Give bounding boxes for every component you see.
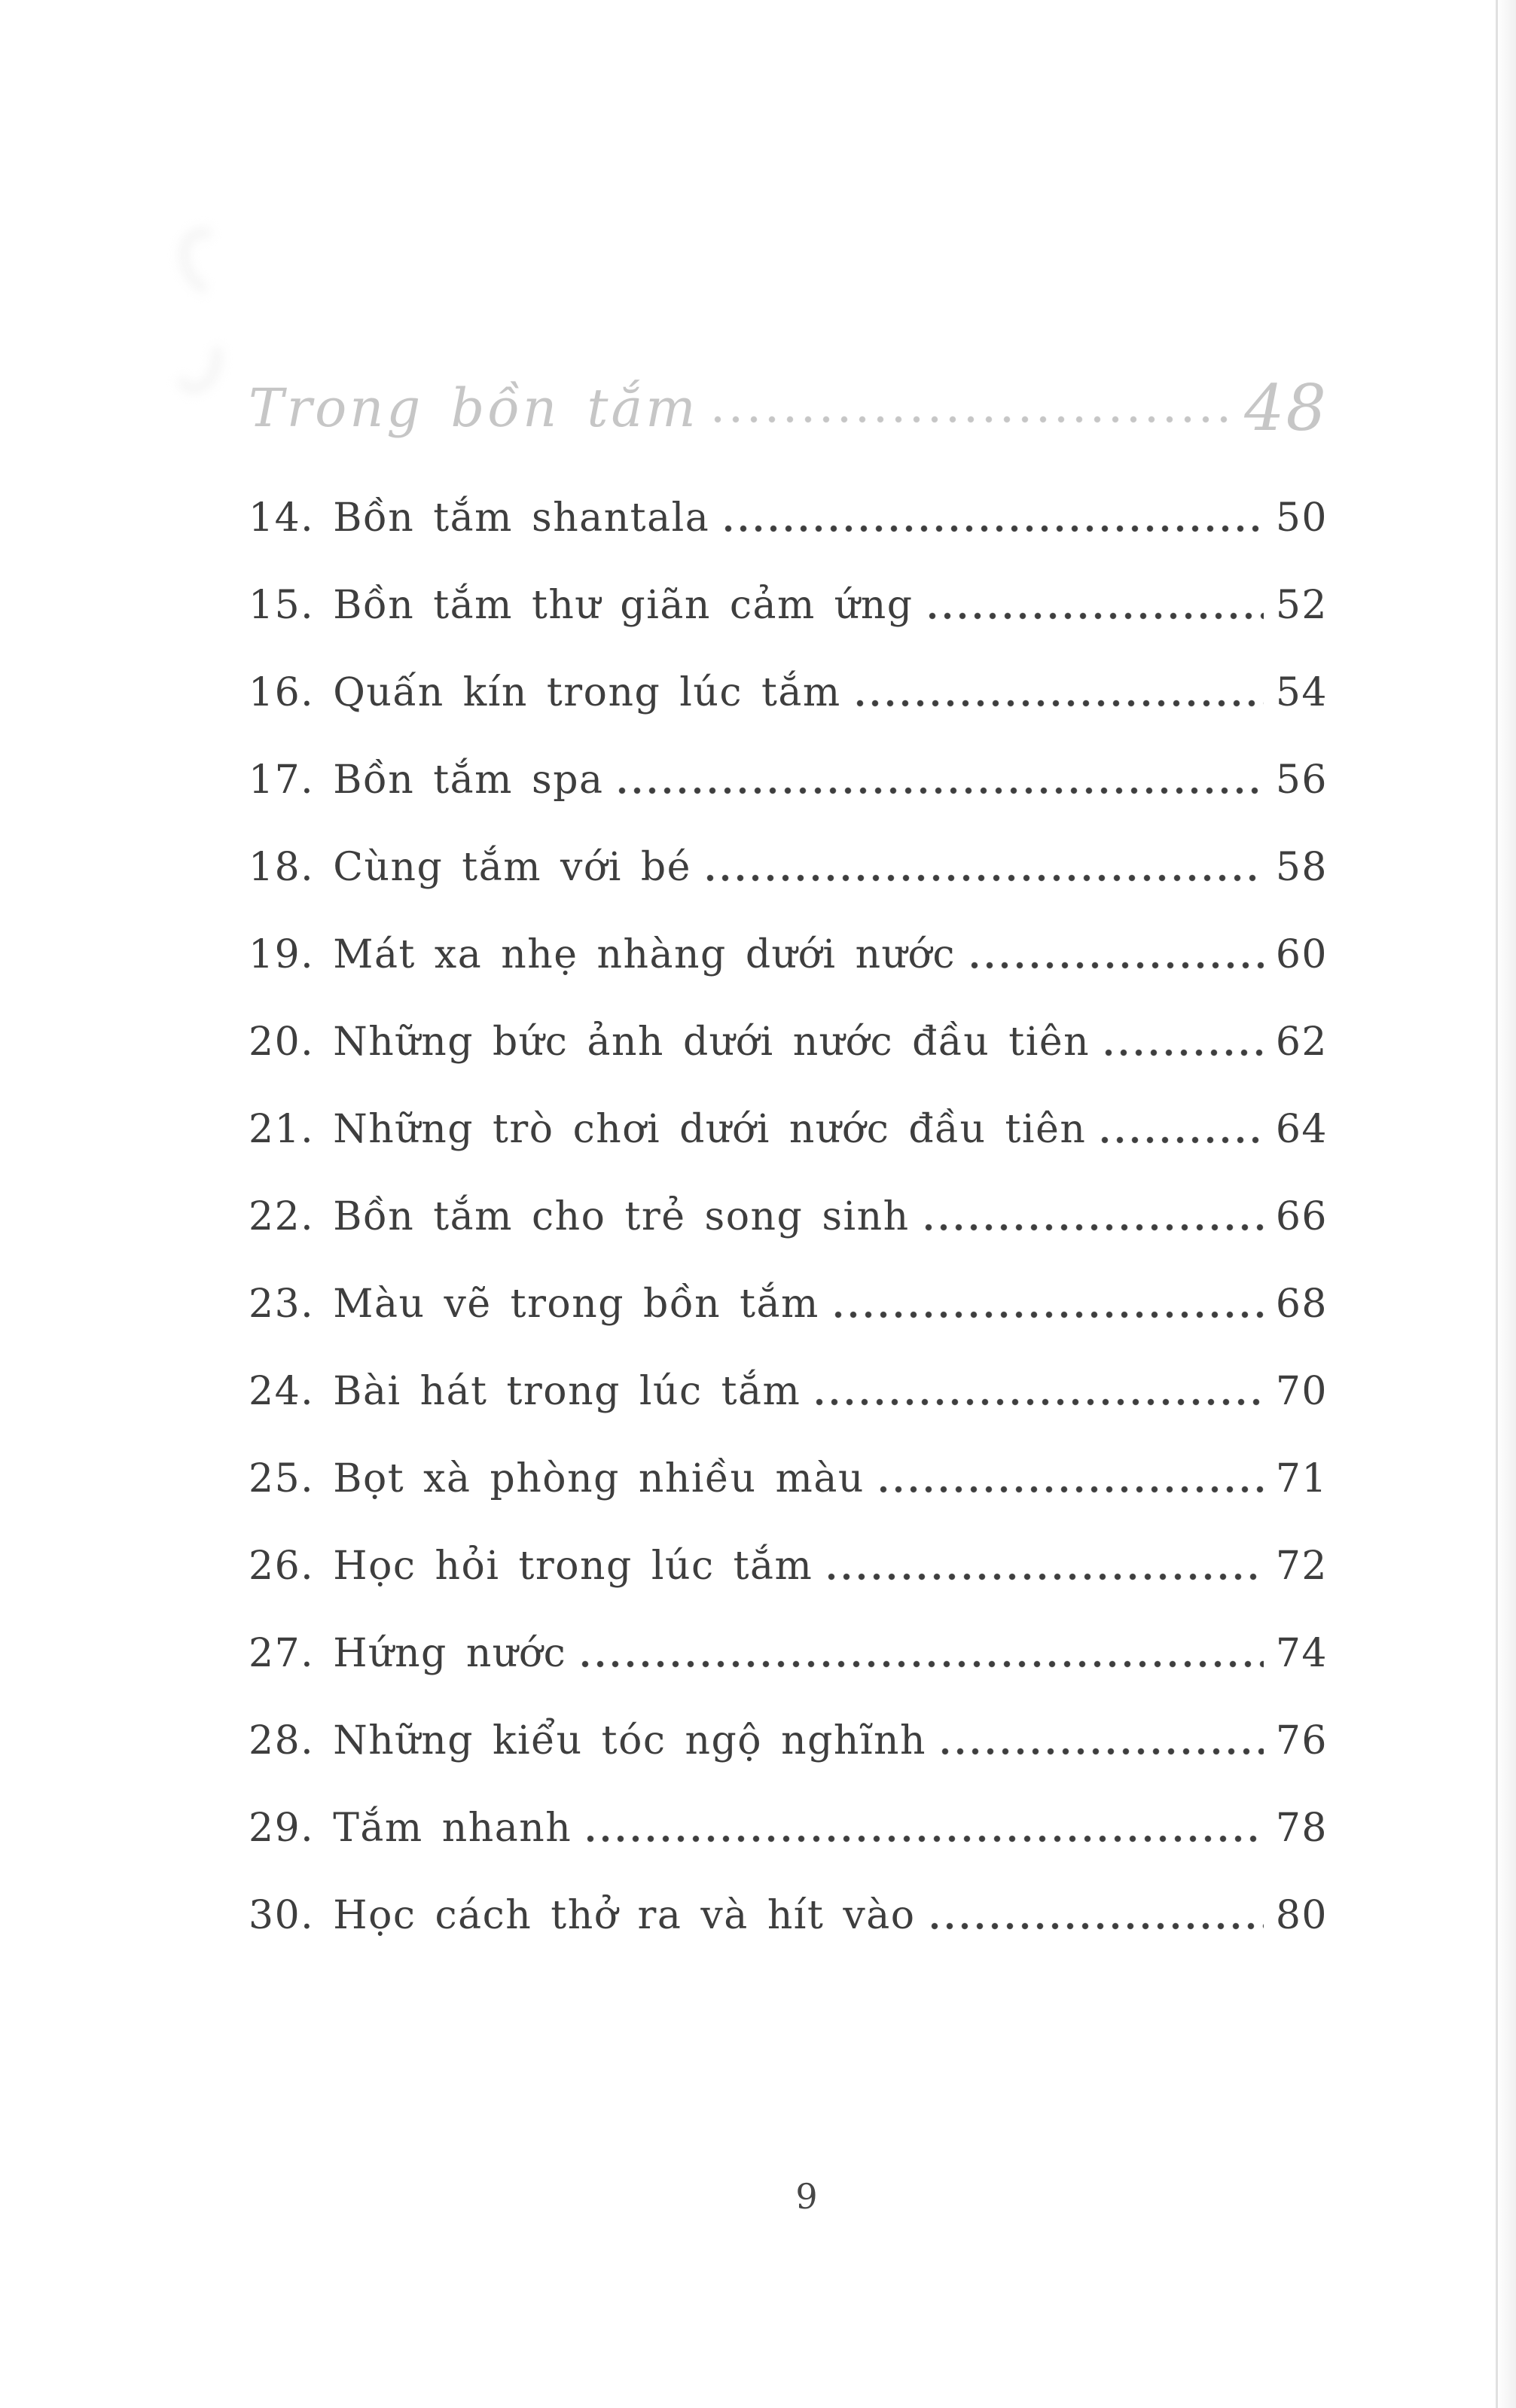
entry-page-number: 78 — [1275, 1806, 1328, 1851]
entry-title: 25. Bọt xà phòng nhiều màu — [249, 1456, 865, 1501]
dotted-leader — [581, 1660, 1264, 1668]
page-number: 9 — [795, 2176, 819, 2217]
dotted-leader — [714, 416, 1232, 423]
entry-page-number: 76 — [1275, 1718, 1328, 1763]
entry-page-number: 56 — [1275, 757, 1328, 803]
entry-title: 20. Những bức ảnh dưới nước đầu tiên — [249, 1020, 1090, 1065]
dotted-leader — [931, 1922, 1264, 1930]
entry-page-number: 68 — [1275, 1282, 1328, 1327]
section-title: Trong bồn tắm — [249, 377, 699, 439]
entry-page-number: 58 — [1275, 845, 1328, 890]
entry-title: 21. Những trò chơi dưới nước đầu tiên — [249, 1107, 1087, 1152]
entry-page-number: 71 — [1275, 1456, 1328, 1501]
toc-entry — [249, 1804, 1328, 1853]
page-footer — [0, 2176, 1516, 2217]
dotted-leader — [816, 1398, 1263, 1406]
scan-edge-shadow — [1496, 0, 1516, 2408]
entry-page-number: 64 — [1275, 1107, 1328, 1152]
toc-section-heading — [249, 371, 1328, 445]
toc-entry — [249, 581, 1328, 630]
entry-page-number: 66 — [1275, 1194, 1328, 1239]
toc-entry — [249, 1367, 1328, 1416]
entry-title: 14. Bồn tắm shantala — [249, 495, 710, 541]
entry-page-number: 80 — [1275, 1893, 1328, 1938]
toc-entry — [249, 1455, 1328, 1504]
entry-title: 27. Hứng nước — [249, 1631, 567, 1676]
toc-entry — [249, 1629, 1328, 1678]
toc-entry — [249, 1280, 1328, 1329]
entry-page-number: 60 — [1275, 932, 1328, 977]
section-page-number: 48 — [1244, 371, 1328, 445]
toc-entry — [249, 1018, 1328, 1067]
toc-entries — [249, 494, 1328, 1940]
entry-page-number: 62 — [1275, 1020, 1328, 1065]
entry-page-number: 52 — [1275, 583, 1328, 628]
toc-entry — [249, 1542, 1328, 1591]
toc-entry — [249, 669, 1328, 718]
dotted-leader — [971, 962, 1264, 969]
toc-entry — [249, 1891, 1328, 1940]
entry-title: 22. Bồn tắm cho trẻ song sinh — [249, 1194, 910, 1239]
entry-title: 17. Bồn tắm spa — [249, 757, 604, 803]
toc-entry — [249, 1717, 1328, 1766]
entry-page-number: 54 — [1275, 670, 1328, 715]
entry-title: 28. Những kiểu tóc ngộ nghĩnh — [249, 1718, 927, 1763]
entry-title: 24. Bài hát trong lúc tắm — [249, 1369, 801, 1414]
dotted-leader — [706, 874, 1264, 882]
entry-title: 15. Bồn tắm thư giãn cảm ứng — [249, 583, 914, 628]
dotted-leader — [880, 1486, 1264, 1493]
toc-entry — [249, 843, 1328, 892]
dotted-leader — [587, 1835, 1264, 1843]
dotted-leader — [1101, 1136, 1263, 1144]
ink-bleed-artifact — [167, 217, 250, 307]
entry-page-number: 50 — [1275, 495, 1328, 541]
dotted-leader — [856, 700, 1264, 707]
entry-title: 16. Quấn kín trong lúc tắm — [249, 670, 841, 715]
toc-entry — [249, 1193, 1328, 1242]
entry-title: 18. Cùng tắm với bé — [249, 845, 691, 890]
entry-title: 26. Học hỏi trong lúc tắm — [249, 1544, 813, 1589]
dotted-leader — [925, 1224, 1264, 1231]
dotted-leader — [929, 612, 1264, 620]
entry-page-number: 70 — [1275, 1369, 1328, 1414]
entry-title: 23. Màu vẽ trong bồn tắm — [249, 1282, 819, 1327]
table-of-contents — [249, 371, 1328, 1979]
entry-title: 19. Mát xa nhẹ nhàng dưới nước — [249, 932, 956, 977]
dotted-leader — [724, 525, 1264, 532]
entry-title: 29. Tắm nhanh — [249, 1806, 572, 1851]
dotted-leader — [828, 1573, 1263, 1580]
entry-page-number: 74 — [1275, 1631, 1328, 1676]
dotted-leader — [834, 1311, 1264, 1318]
ink-bleed-artifact — [166, 325, 230, 400]
dotted-leader — [618, 787, 1263, 794]
entry-title: 30. Học cách thở ra và hít vào — [249, 1893, 916, 1938]
toc-entry — [249, 756, 1328, 805]
dotted-leader — [941, 1748, 1264, 1755]
toc-entry — [249, 494, 1328, 543]
entry-page-number: 72 — [1275, 1544, 1328, 1589]
toc-entry — [249, 931, 1328, 980]
toc-entry — [249, 1105, 1328, 1154]
dotted-leader — [1105, 1049, 1264, 1056]
